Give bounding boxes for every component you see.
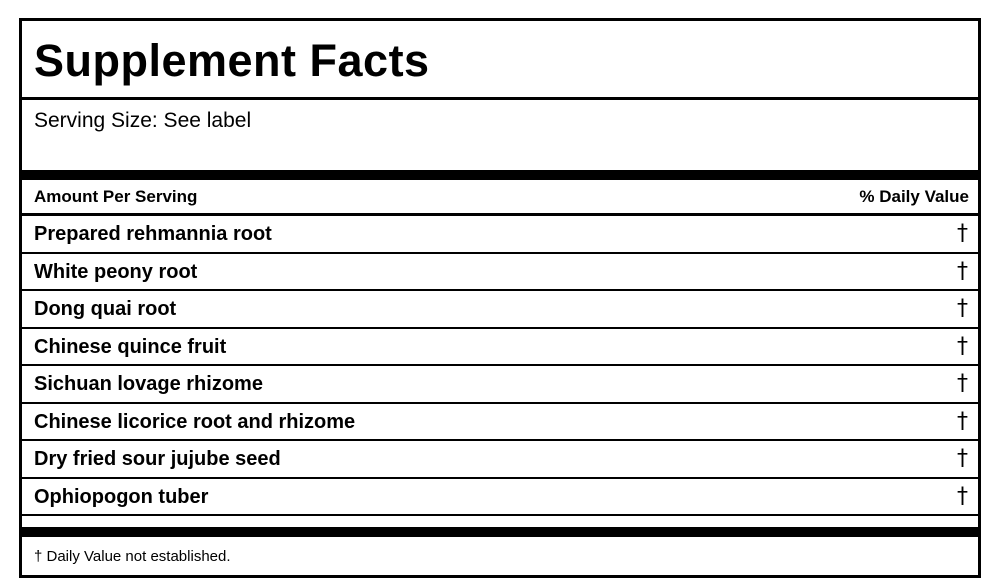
thick-divider-top: [22, 170, 978, 180]
ingredient-daily-value: †: [957, 371, 968, 396]
ingredient-daily-value: †: [957, 483, 968, 509]
ingredient-row: [22, 366, 978, 404]
ingredient-name: White peony root: [34, 260, 198, 283]
ingredient-daily-value: †: [957, 408, 968, 434]
supplement-facts-panel: [19, 18, 981, 578]
ingredient-daily-value: †: [957, 258, 968, 284]
ingredient-name: Chinese licorice root and rhizome: [34, 410, 356, 433]
title-section: [22, 21, 978, 100]
ingredient-name: Chinese quince fruit: [34, 335, 227, 358]
ingredient-name: Sichuan lovage rhizome: [34, 373, 263, 395]
ingredient-name: Ophiopogon tuber: [34, 485, 209, 508]
amount-per-serving-header: Amount Per Serving: [34, 187, 198, 206]
ingredient-row: [22, 291, 978, 329]
footnote-section: [22, 537, 978, 575]
ingredient-name: Prepared rehmannia root: [34, 223, 272, 245]
ingredient-list: [22, 216, 978, 516]
ingredient-row: [22, 254, 978, 292]
ingredient-name: Dong quai root: [34, 298, 177, 320]
serving-size-text: Serving Size: See label: [34, 109, 252, 132]
thick-divider-bottom: [22, 527, 978, 537]
ingredient-daily-value: †: [957, 296, 968, 321]
serving-section: [22, 100, 978, 170]
ingredient-daily-value: †: [957, 221, 968, 246]
ingredient-row: [22, 404, 978, 442]
column-header-row: [22, 180, 978, 216]
panel-title: Supplement Facts: [34, 35, 430, 86]
footnote-text: † Daily Value not established.: [34, 548, 231, 565]
daily-value-header: % Daily Value: [859, 187, 969, 206]
ingredient-daily-value: †: [957, 446, 968, 471]
ingredient-row: [22, 329, 978, 367]
ingredient-row: [22, 479, 978, 517]
ingredient-row: [22, 216, 978, 254]
ingredient-row: [22, 441, 978, 479]
ingredient-name: Dry fried sour jujube seed: [34, 448, 281, 470]
ingredient-daily-value: †: [957, 333, 968, 359]
